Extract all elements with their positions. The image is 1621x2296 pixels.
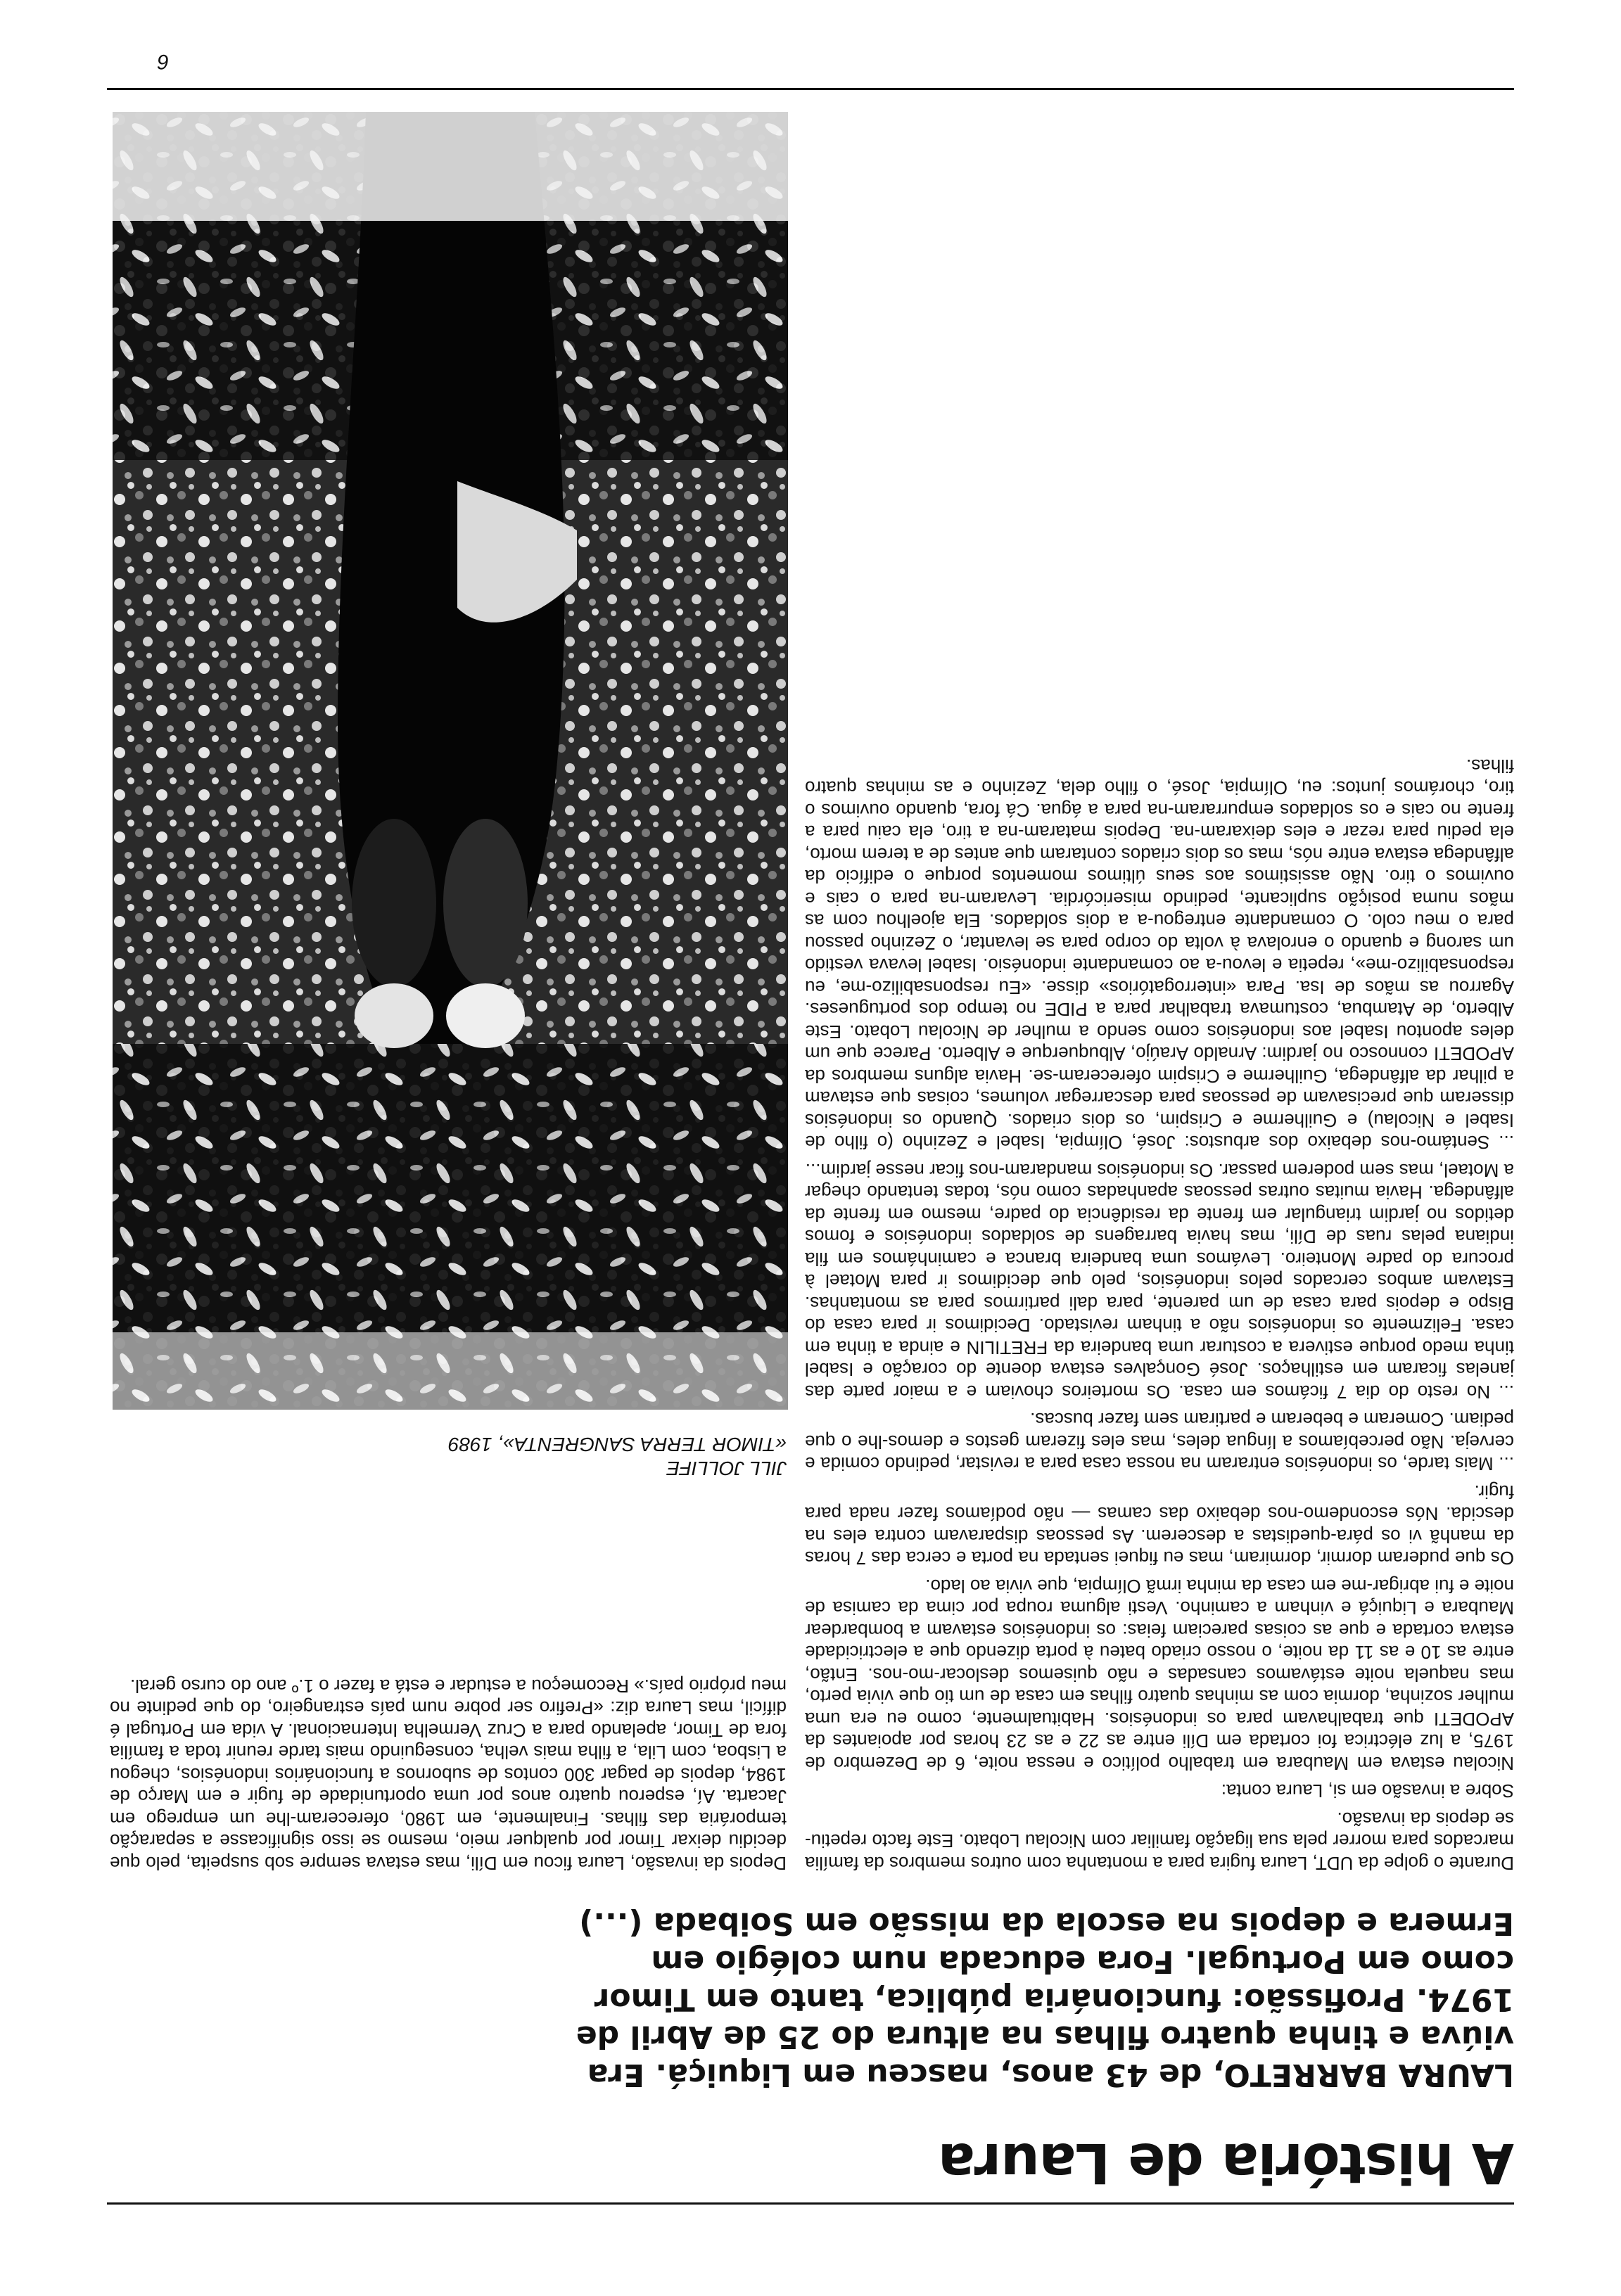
bottom-rule xyxy=(107,88,1514,90)
article-deck: LAURA BARRETO, de 43 anos, nasceu em Liquiçá. Era viúva e tinha quatro filhas na altura do 25 de Abril de 1974. Profissão: funcionária pública, tanto em Timor como em Portugal. Fora educada num colégio em Ermera e depois na escola da missão em Soibada (...) xyxy=(576,1906,1514,2093)
page-number: 6 xyxy=(157,50,170,73)
source-credit xyxy=(364,1432,787,1480)
headline: A história de Laura xyxy=(939,2131,1514,2194)
body-paragraph: Nicolau estava em Maubara em trabalho político e nessa noite, 6 de Dezembro de 1975, a luz eléctrica foi cortada em Díli entre as 22 e as 23 horas por apoiantes da APODETI que trabalhavam para os indonésios. Habitualmente, como eu era uma mulher sozinha, dormia com as minhas quatro filhas em casa de um tio que vivia perto, mas naquela noite estávamos cansadas e não quisemos deslocar-mo-nos. Então, entre as 10 e as 11 da noite, o nosso criado bateu à porta dizendo que a electricidade estava cortada e que as coisas pareciam feias: os indonésios estavam a bombardear Maubara e Liquiçá e vinham a caminho. Vesti alguma roupa por cima da camisa de noite e fui abrigar-me em casa da minha irmã Olímpia, que vivia ao lado. xyxy=(805,1576,1514,1774)
body-paragraph: ... Mais tarde, os indonésios entraram na nossa casa para a revistar, pedindo comida e cerveja. Não percebíamos a língua deles, mas eles fizeram gestos e demos-lhe o que pediam. Comeram e beberam e partiram sem fazer buscas. xyxy=(805,1409,1514,1475)
garden-photo-image xyxy=(113,112,788,1410)
article-body-column xyxy=(805,749,1514,1875)
side-paragraph: Depois da invasão, Laura ficou em Díli, mas estava sempre sob suspeita, pelo que decidiu deixar Timor por qualquer meio, mesmo se isso significasse a separação temporária das filhas. Finalmente, em 1980, ofereceram-lhe um emprego em Jacarta. Aí, esperou quatro anos por uma oportunidade de fugir e em Março de 1984, depois de pagar 300 contos de subornos a funcionários indonésios, chegou a Lisboa, com Lila, a filha mais velha, conseguindo mais tarde reunir toda a família fora de Timor, apelando para a Cruz Vermelha Internacional. A vida em Portugal é difícil, mas Laura diz: «Prefiro ser pobre num país estrangeiro, do que pedinte no meu próprio país.» Recomeçou a estudar e está a fazer o 1.º ano do curso geral. xyxy=(110,1676,787,1874)
body-paragraph: ... Sentámo-nos debaixo dos arbustos: José, Olímpia, Isabel e Zezinho (o filho de Isabel e Nicolau) e Guilherme e Crispim, os dois criados. Quando os indonésios disseram que precisavam de pessoas para descarregar volumes, coisas que estavam a pilhar da alfândega, Guilherme e Crispim ofereceram-se. Havia alguns membros da APODETI connosco no jardim: Arnaldo Araújo, Albuquerque e Alberto. Parece que um deles apontou Isabel aos indonésios como sendo a mulher de Nicolau Lobato. Este Alberto, de Atambua, costumava trabalhar para a PIDE no tempo dos portugueses. Agarrou as mãos de Isa. Para «interrogatórios» disse. «Eu responsabilizo-me, eu responsabilizo-me», repetia e levou-a ao comandante indonésio. Isabel levava vestido um sarong e quando o enrolava à volta do corpo para se levantar, o Zezinho passou para o meu colo. O comandante entregou-a a dois soldados. Ela ajoelhou com as mãos numa posição suplicante, pedindo misericórdia. Levaram-na para o cais e ouvimos o tiro. Não assistimos aos seus últimos momentos porque o edifício da alfândega estava entre nós, mas os dois criados contaram que antes de a terem morto, ela pediu para rezar e eles deixaram-na. Depois mataram-na a tiro, ela caiu para a frente no cais e os soldados empurraram-na para a água. Cá fora, quando ouvimos o tiro, chorámos juntos: eu, Olímpia, José, o filho dela, Zezinho e as minhas quatro filhas. xyxy=(805,755,1514,1154)
credit-author: JILL JOLLIFE xyxy=(666,1458,787,1479)
body-paragraph: Sobre a invasão em si, Laura conta: xyxy=(1221,1780,1514,1802)
credit-source: «TIMOR TERRA SANGRENTA», 1989 xyxy=(448,1434,787,1455)
top-rule xyxy=(107,2202,1514,2205)
article-photo xyxy=(113,112,788,1410)
body-paragraph: Durante o golpe da UDT, Laura fugira para a montanha com outros membros da família marcados para morrer pela sua ligação familiar com Nicolau Lobato. Este facto repetiu-se depois da invasão. xyxy=(805,1809,1514,1874)
body-paragraph: Os que puderam dormir, dormiram, mas eu fiquei sentada na porta e cerca das 7 horas da manhã vi os pára-quedistas a descerem. As pessoas disparavam contra eles na descida. Nós escondemo-nos debaixo das camas — não podíamos fazer nada para fugir. xyxy=(805,1481,1514,1569)
body-paragraph: ... No resto do dia 7 ficámos em casa. Os morteiros choviam e a maior parte das janelas ficaram em estilhaços. José Gonçalves estava doente do coração e Isabel tinha medo porque estivera a costurar uma bandeira da FRETILIN e ainda a tinha em casa. Felizmente os indonésios não a tinham revistado. Decidimos ir para casa do Bispo e depois para casa de um parente, para dali partirmos para as montanhas. Estavam ambos cercados pelos indonésios, pelo que decidimos ir para Motael à procura do padre Monteiro. Levámos uma bandeira branca e caminhámos em fila indiana pelas ruas de Díli, mas havia barragens de soldados indonésios e fomos detidos no jardim triangular em frente da residência do padre, mesmo em frente da alfândega. Havia muitas outras pessoas apanhadas como nós, todas tentando chegar a Motael, mas sem poderem passar. Os indonésios mandaram-nos ficar nesse jardim... xyxy=(805,1160,1514,1403)
article-side-column xyxy=(110,1669,787,1875)
